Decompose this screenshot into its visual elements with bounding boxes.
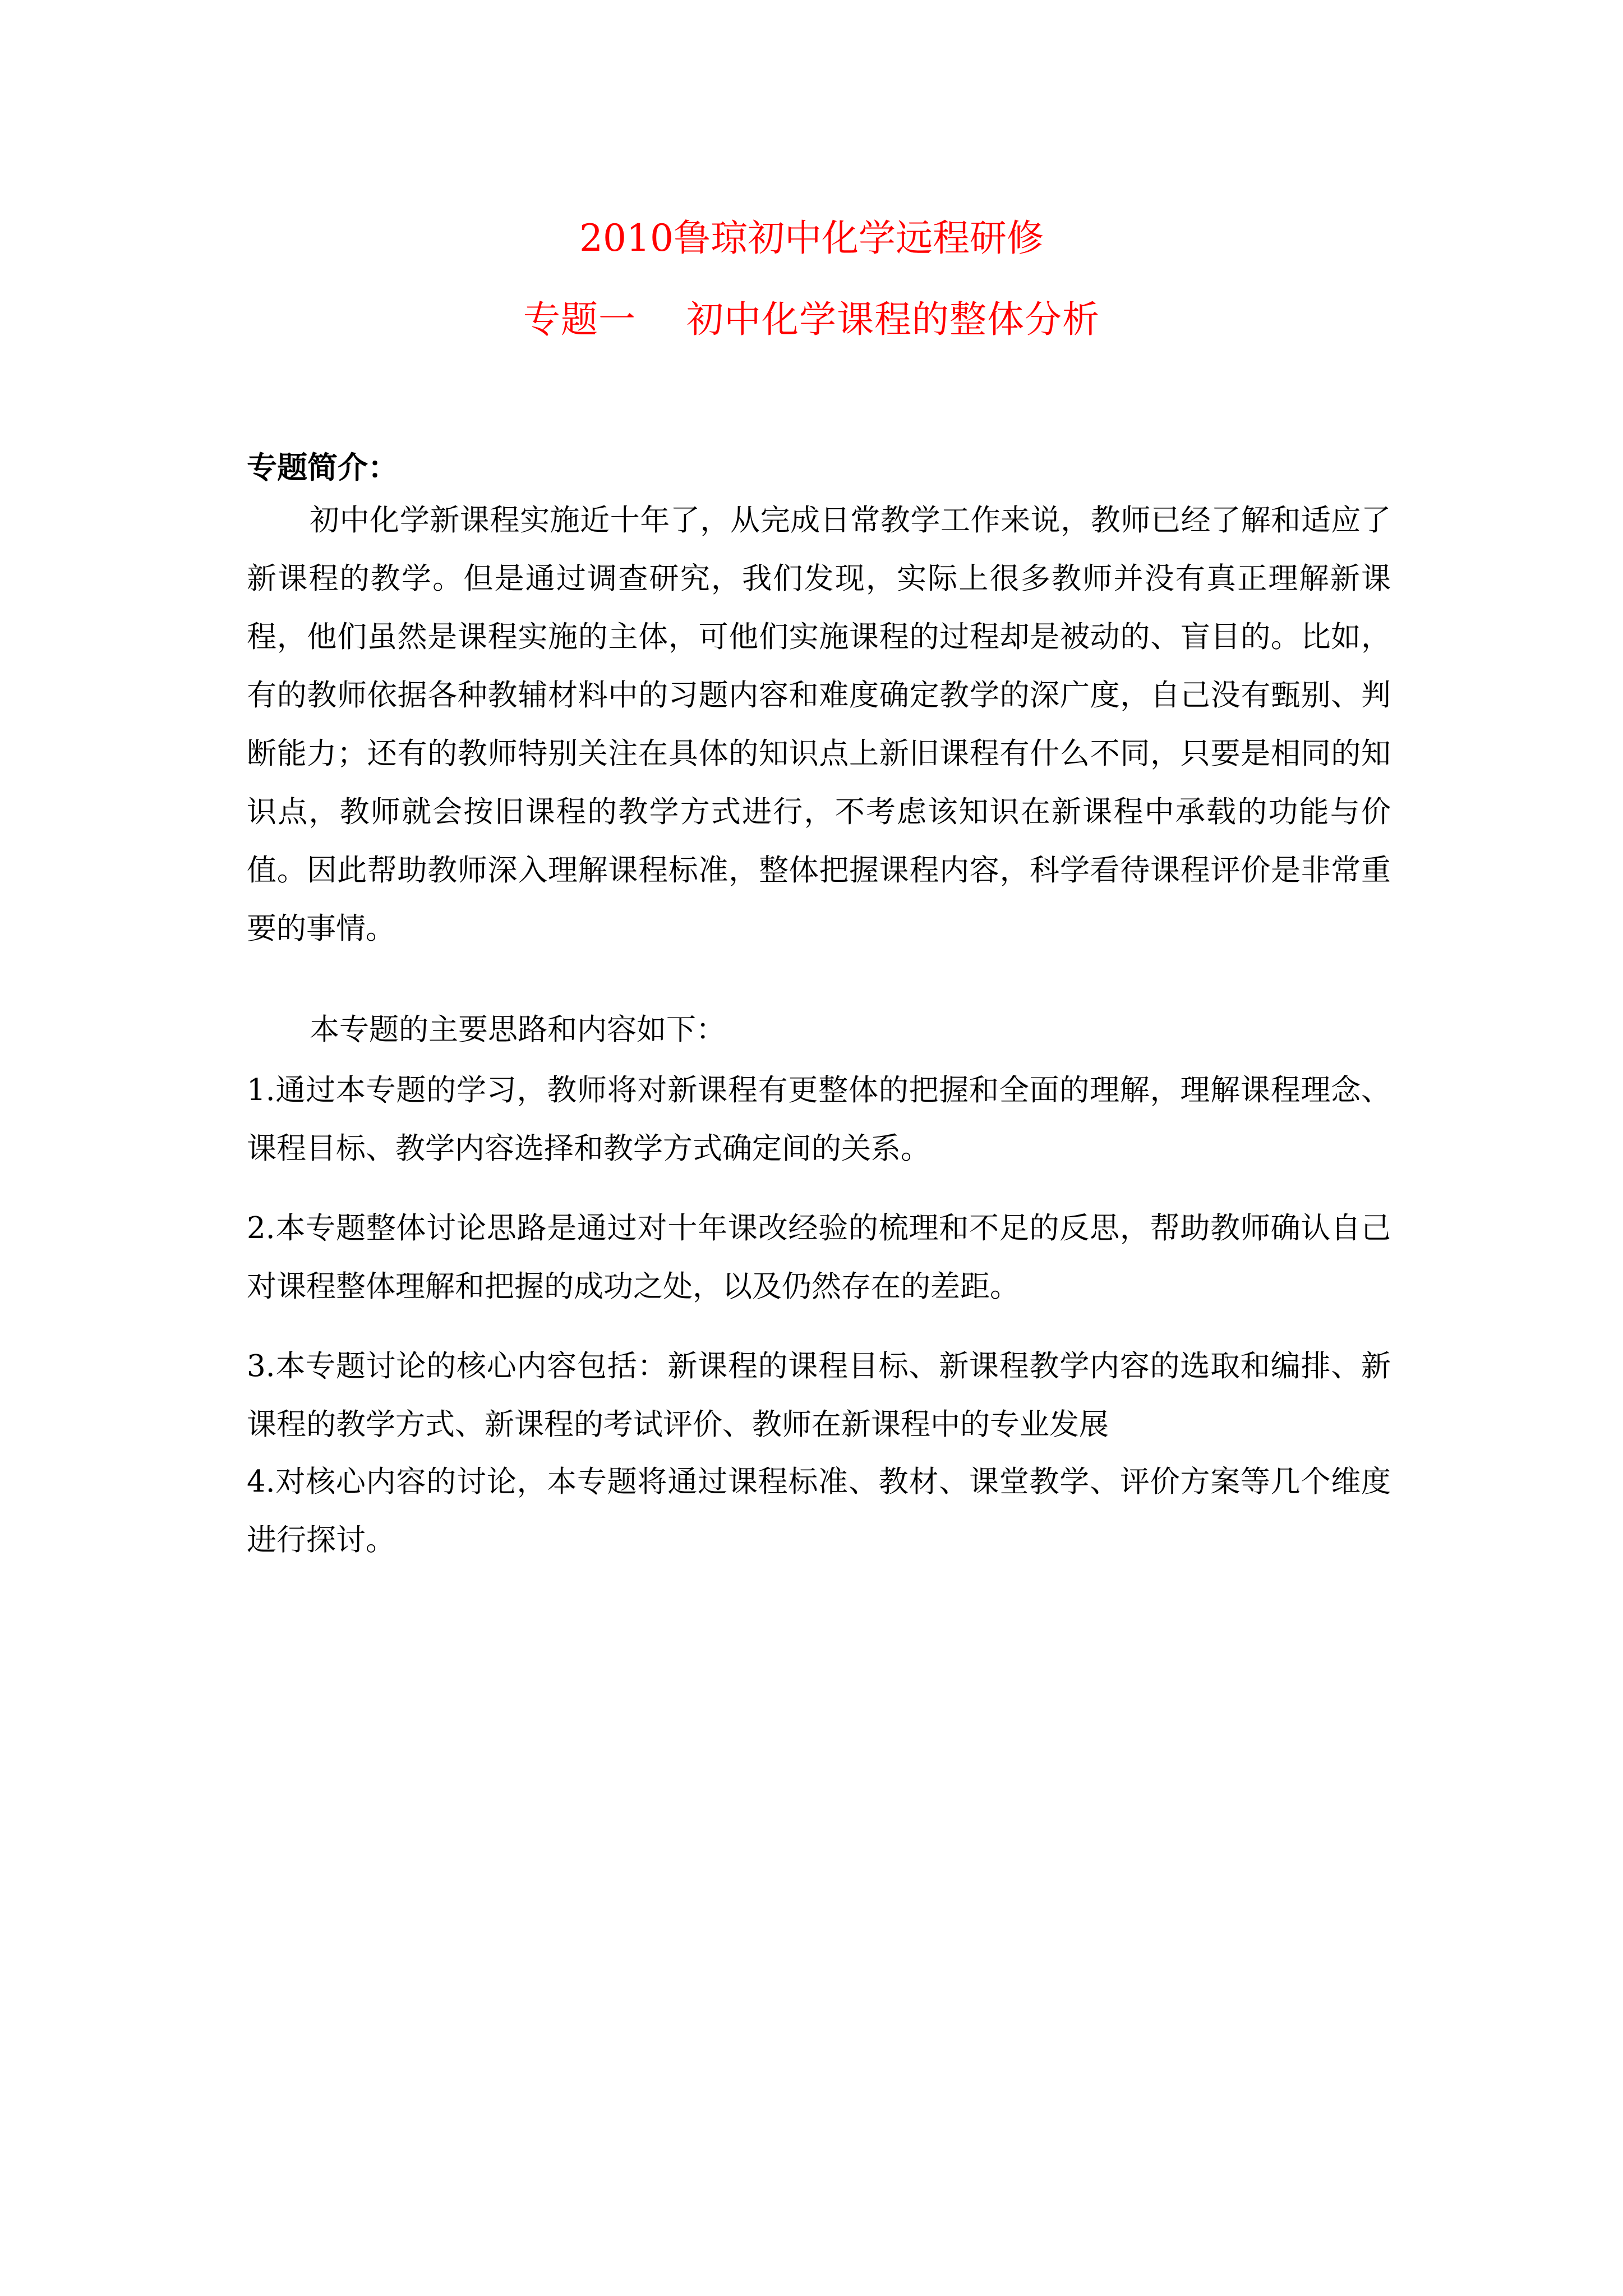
list-item: 3.本专题讨论的核心内容包括：新课程的课程目标、新课程教学内容的选取和编排、新课程的教学方式、新课程的考试评价、教师在新课程中的专业发展	[247, 1349, 1391, 1442]
thinking-intro: 本专题的主要思路和内容如下：	[310, 1013, 726, 1047]
subtitle-topic-number: 专题一	[523, 298, 636, 341]
list-item: 1.通过本专题的学习，教师将对新课程有更整体的把握和全面的理解，理解课程理念、课程目标、教学内容选择和教学方式确定间的关系。	[247, 1073, 1391, 1166]
intro-paragraph: 初中化学新课程实施近十年了，从完成日常教学工作来说，教师已经了解和适应了新课程的教学。但是通过调查研究，我们发现，实际上很多教师并没有真正理解新课程，他们虽然是课程实施的主体，可他们实施课程的过程却是被动的、盲目的。比如，有的教师依据各种教辅材料中的习题内容和难度确定教学的深广度，自己没有甄别、判断能力；还有的教师特别关注在具体的知识点上新旧课程有什么不同，只要是相同的知识点，教师就会按旧课程的教学方式进行，不考虑该知识在新课程中承载的功能与价值。因此帮助教师深入理解课程标准，整体把握课程内容，科学看待课程评价是非常重要的事情。	[247, 503, 1391, 946]
section-heading: 专题简介：	[247, 449, 398, 485]
document-title: 2010鲁琼初中化学远程研修	[579, 217, 1044, 260]
subtitle-topic-name: 初中化学课程的整体分析	[686, 298, 1100, 341]
document-subtitle	[0, 297, 1623, 342]
list-item: 2.本专题整体讨论思路是通过对十年课改经验的梳理和不足的反思，帮助教师确认自己对课程整体理解和把握的成功之处，以及仍然存在的差距。	[247, 1211, 1391, 1304]
list-item: 4.对核心内容的讨论，本专题将通过课程标准、教材、课堂教学、评价方案等几个维度进行探讨。	[247, 1465, 1391, 1557]
